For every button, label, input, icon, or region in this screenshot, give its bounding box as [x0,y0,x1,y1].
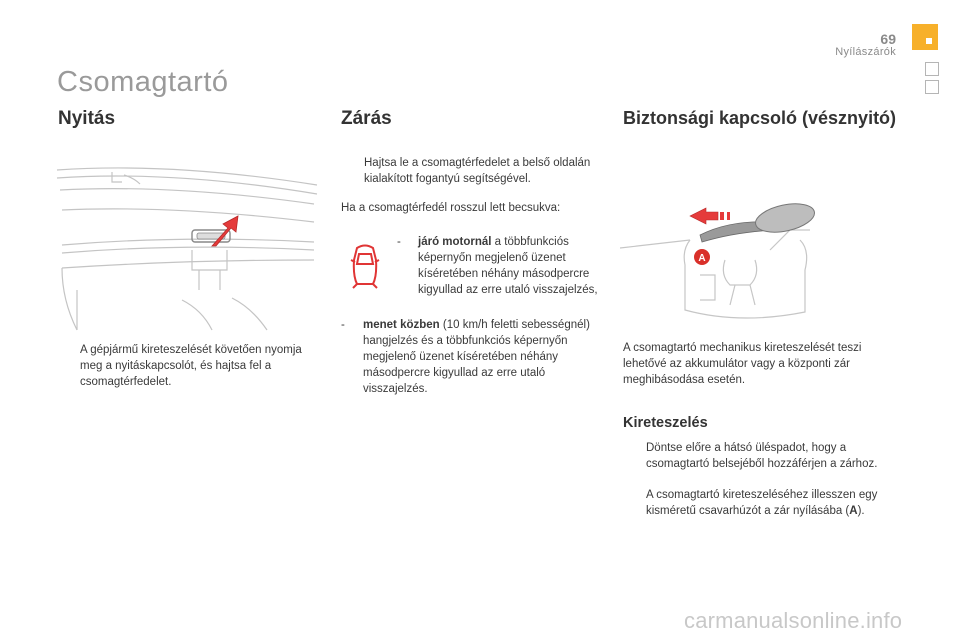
heading-opening: Nyitás [58,108,116,129]
red-arrow-left-icon [690,208,718,224]
opening-instruction: A gépjármű kireteszelését követően nyomja meg a nyitáskapcsolót, és hajtsa fel a csomagtérfedelet. [80,344,302,388]
emergency-release-illustration [620,190,890,330]
step-2-end: ). [857,505,865,517]
closing-intro: Ha a csomagtérfedél rosszul lett becsukva: [341,202,561,214]
engine-running-text: a többfunkciós képernyőn megjelenő üzenet kíséretében néhány másodpercre kigyullad az erre utaló visszajelzés, [418,236,598,296]
safety-description: A csomagtartó mechanikus kireteszelését teszi lehetővé az akkumulátor vagy a központi zár meghibásodása esetén. [623,342,862,386]
unlocking-step-1: Döntse előre a hátsó üléspadot, hogy a csomagtartó belsejéből hozzáférjen a zárhoz. [646,442,878,470]
chapter-tab-active [912,24,938,50]
engine-running-label: járó motornál [418,236,492,248]
heading-safety-switch: Biztonsági kapcsoló (vésznyitó) [623,108,897,128]
heading-closing: Zárás [341,108,392,129]
footer-watermark: carmanualsonline.info [684,608,903,633]
chapter-tab [925,62,939,76]
page-number: 69 [880,31,896,47]
trunk-opening-illustration [52,150,322,335]
dash: - [341,319,345,331]
step-2-text: A csomagtartó kireteszeléséhez illesszen egy kisméretű csavarhúzót a zár nyílásába ( [646,489,878,517]
unlocking-step-2 [646,487,886,519]
open-trunk-warning-icon [347,240,383,290]
heading-unlocking: Kireteszelés [623,415,708,431]
chapter-tab [925,80,939,94]
section-name: Nyílászárók [835,46,896,58]
driving-text: (10 km/h feletti sebességnél) hangjelzés és a többfunkciós képernyőn megjelenő üzenet kíséretében néhány másodpercre kigyullad az erre utaló visszajelzés. [363,319,590,395]
driving-label: menet közben [363,319,440,331]
page-title: Csomagtartó [57,66,229,98]
engine-running-item [418,234,598,298]
driving-item [363,317,603,397]
dash: - [397,236,401,248]
closing-instruction: Hajtsa le a csomagtérfedelet a belső oldalán kialakított fogantyú segítségével. [364,157,591,185]
callout-label: A [698,253,706,264]
step-2-ref: A [849,505,858,517]
